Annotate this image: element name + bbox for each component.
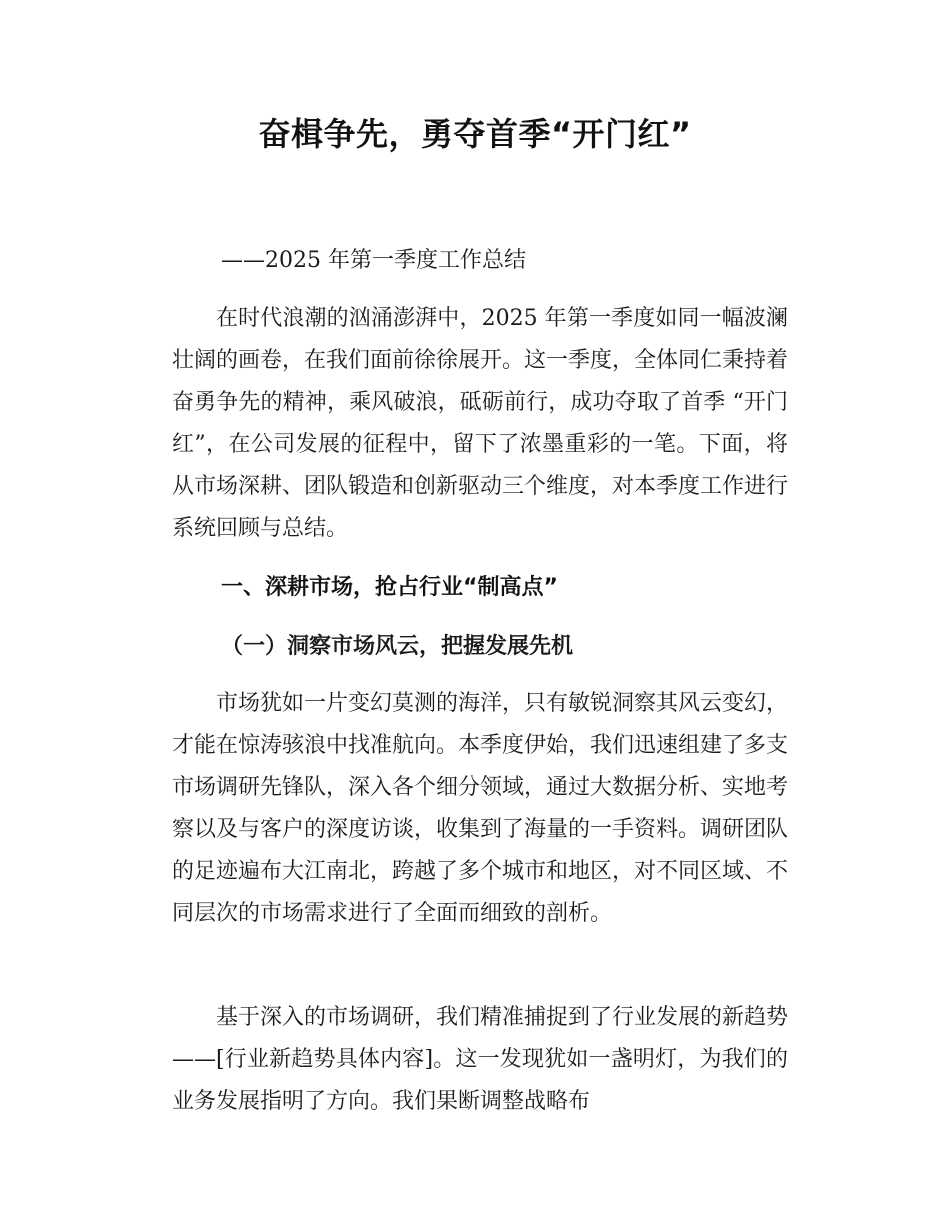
document-title: 奋楫争先，勇夺首季“开门红” xyxy=(258,115,692,153)
subsection-heading: （一）洞察市场风云，把握发展先机 xyxy=(221,633,574,659)
intro-paragraph: 在时代浪潮的汹涌澎湃中，2025 年第一季度如同一幅波澜壮阔的画卷，在我们面前徐徐展开。这一季度，全体同仁秉持着奋勇争先的精神，乘风破浪，砥砺前行，成功夺取了首季 “开门红”，在公司发展的征程中，留下了浓墨重彩的一笔。下面，将从市场深耕、团队锻造和创新驱动三个维度，对本季度工作进行系统回顾与总结。 xyxy=(172,306,789,541)
document-subtitle: ——2025 年第一季度工作总结 xyxy=(221,248,526,273)
section-heading: 一、深耕市场，抢占行业“制高点” xyxy=(221,575,558,600)
body-paragraph: 市场犹如一片变幻莫测的海洋，只有敏锐洞察其风云变幻，才能在惊涛骇浪中找准航向。本季度伊始，我们迅速组建了多支市场调研先锋队，深入各个细分领域，通过大数据分析、实地考察以及与客户的深度访谈，收集到了海量的一手资料。调研团队的足迹遍布大江南北，跨越了多个城市和地区，对不同区域、不同层次的市场需求进行了全面而细致的剖析。 xyxy=(172,691,789,926)
body-paragraph: 基于深入的市场调研，我们精准捕捉到了行业发展的新趋势——[行业新趋势具体内容]。这一发现犹如一盏明灯，为我们的业务发展指明了方向。我们果断调整战略布 xyxy=(172,1005,789,1114)
